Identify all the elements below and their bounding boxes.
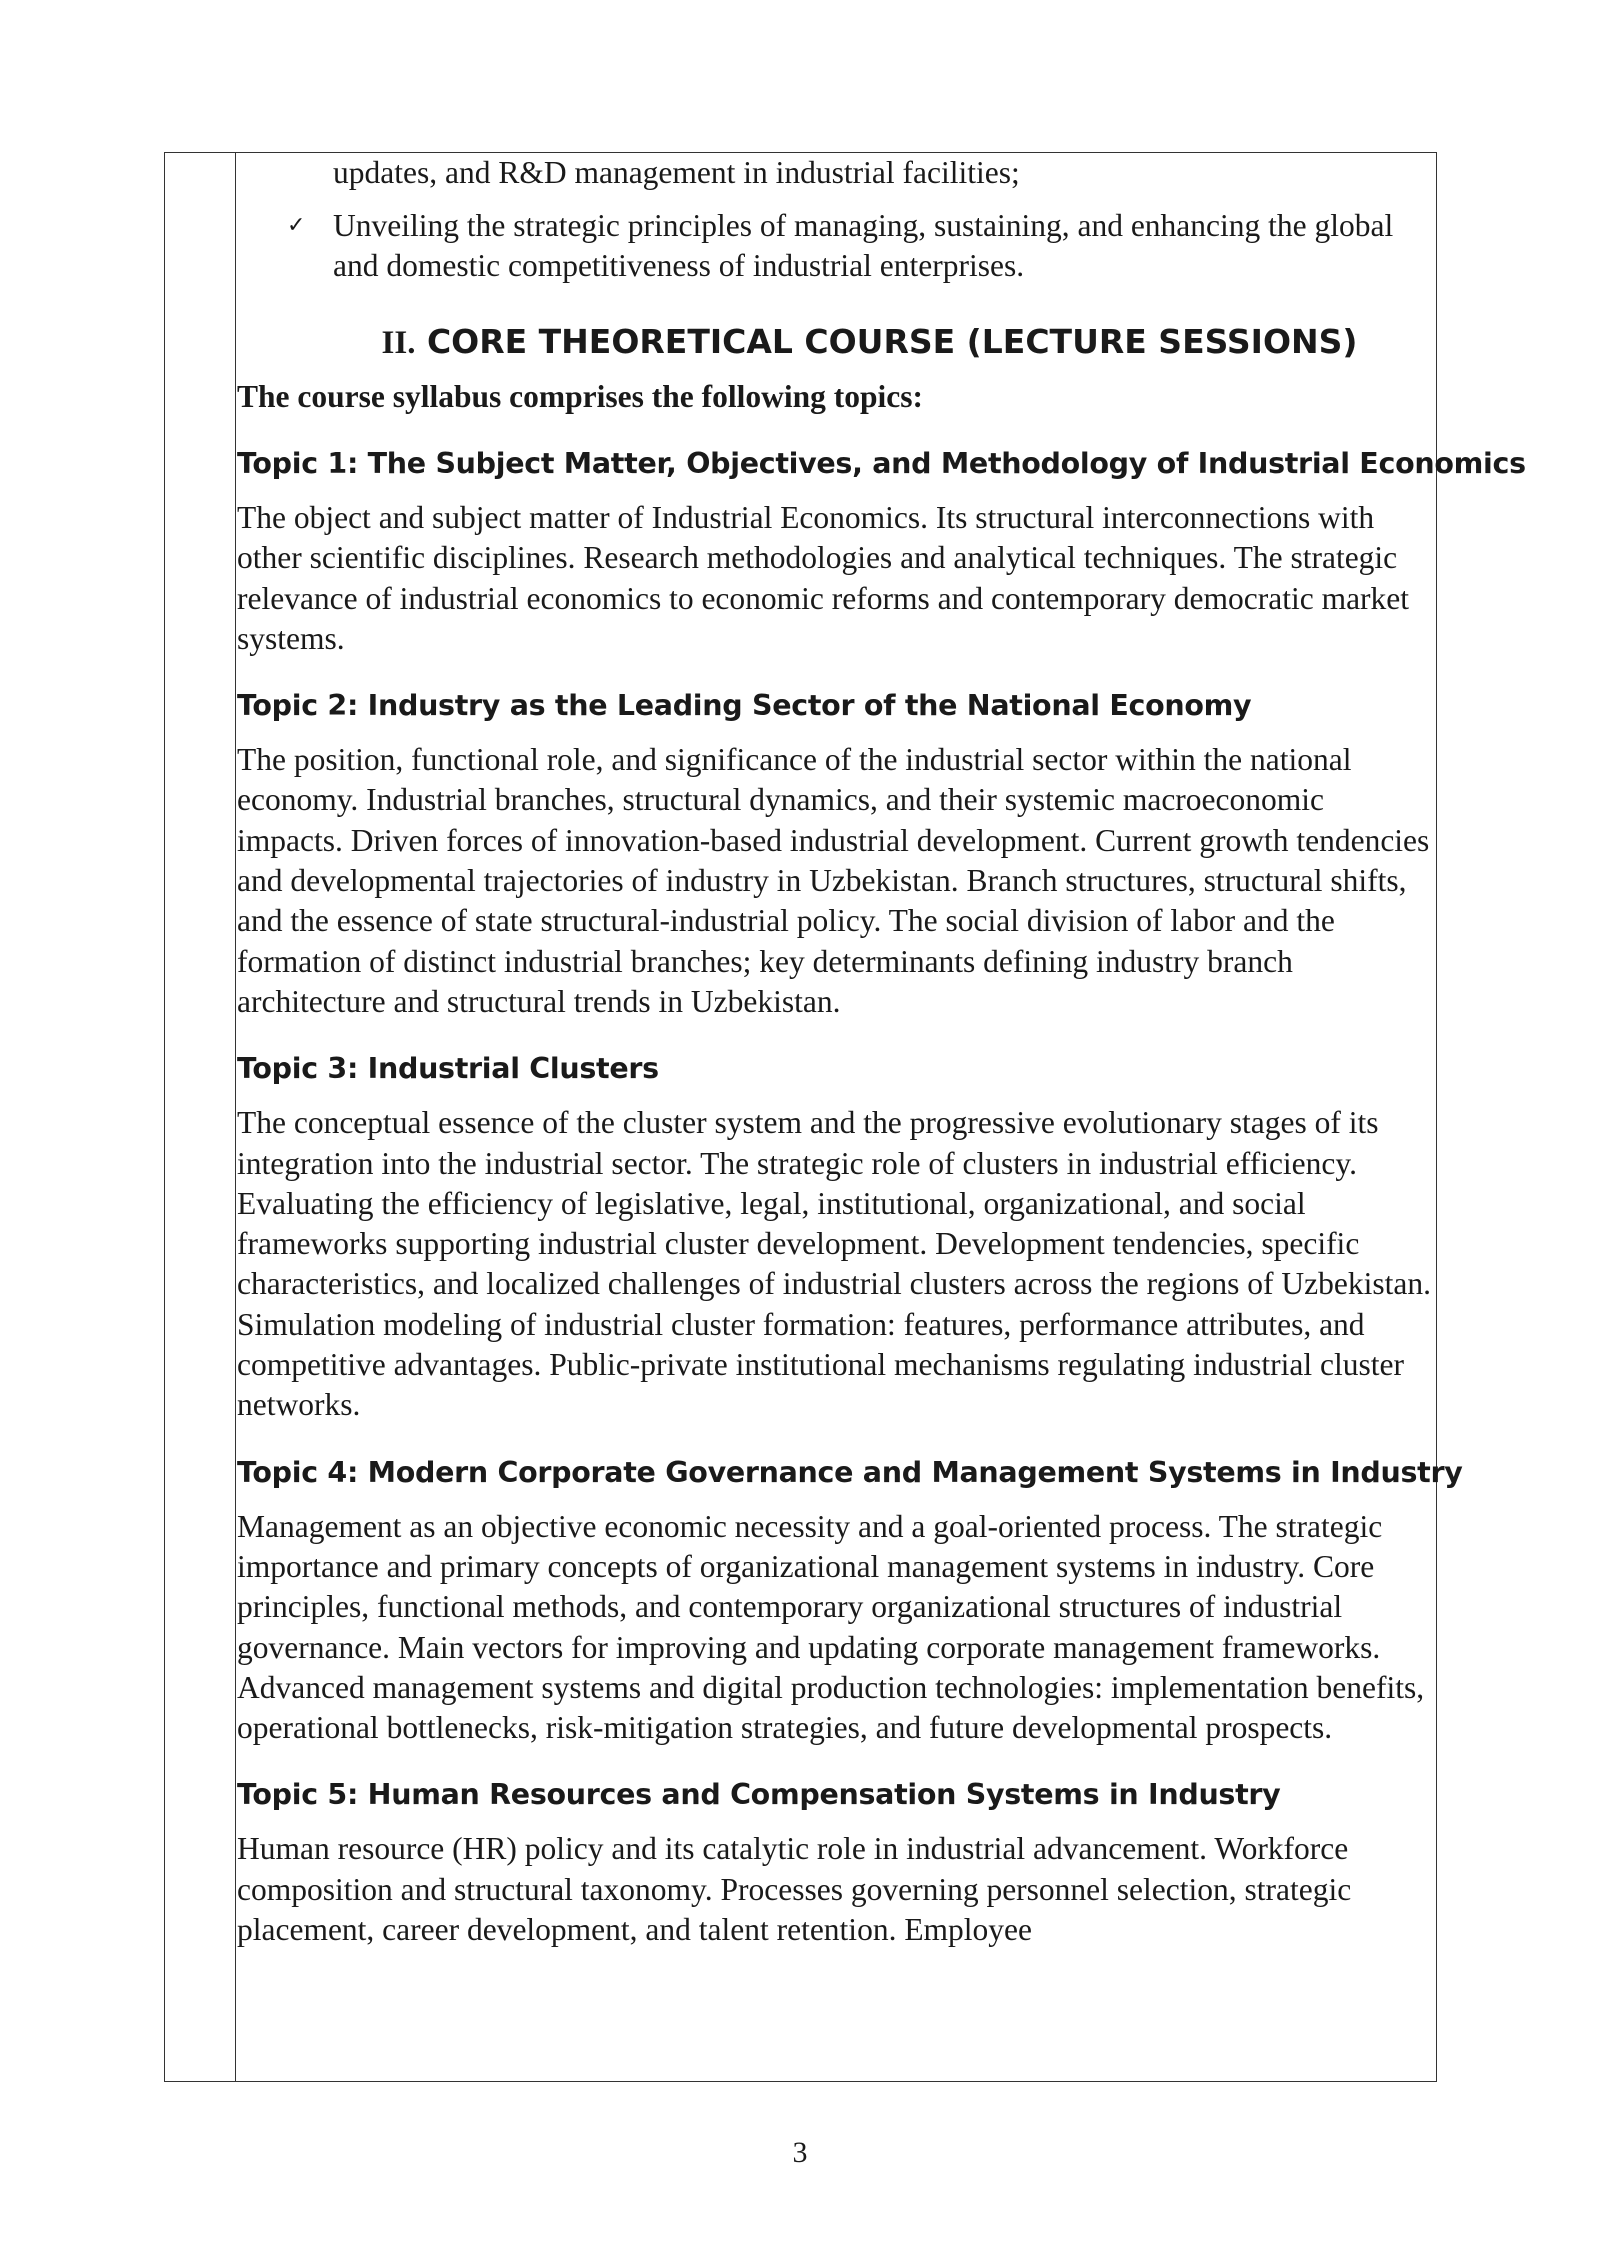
topic-heading: Topic 4: Modern Corporate Governance and Management Systems in Industry [237, 1455, 1463, 1489]
content-cell [237, 153, 1526, 1950]
page-number: 3 [792, 2136, 808, 2169]
topic-description: The object and subject matter of Industrial Economics. Its structural interconnections with other scientific disciplines. Research methodologies and analytical techniques. The strategic relevance of industrial economics to economic reforms and contemporary democratic market systems. [237, 500, 1410, 656]
topic-heading: Topic 5: Human Resources and Compensation Systems in Industry [237, 1778, 1281, 1812]
section-title-text: CORE THEORETICAL COURSE (LECTURE SESSIONS) [426, 322, 1358, 361]
list-item [237, 206, 1432, 286]
topic-description: The position, functional role, and significance of the industrial sector within the national economy. Industrial branches, structural dynamics, and their systemic macroeconomic impacts. Driven forces of innovation-based industrial development. Current growth tendencies and developmental trajectories of industry in Uzbekistan. Branch structures, structural shifts, and the essence of state structural-industrial policy. The social division of labor and the formation of distinct industrial branches; key determinants defining industry branch architecture and structural trends in Uzbekistan. [237, 742, 1430, 1019]
topic-description: Management as an objective economic necessity and a goal-oriented process. The strategic importance and primary concepts of organizational management systems in industry. Core principles, functional methods, and contemporary organizational structures of industrial governance. Main vectors for improving and updating corporate management frameworks. Advanced management systems and digital production technologies: implementation benefits, operational bottlenecks, risk-mitigation strategies, and future developmental prospects. [237, 1508, 1425, 1746]
objectives-list [237, 153, 1432, 286]
syllabus-intro: The course syllabus comprises the following topics: [237, 379, 924, 414]
section-title [237, 320, 1432, 365]
topic-description: The conceptual essence of the cluster system and the progressive evolutionary stages of its integration into the industrial sector. The strategic role of clusters in industrial efficiency. Evaluating the efficiency of legislative, legal, institutional, organizational, and social frameworks supporting industrial cluster development. Development tendencies, specific characteristics, and localized challenges of industrial clusters across the regions of Uzbekistan. Simulation modeling of industrial cluster formation: features, performance attributes, and competitive advantages. Public-private institutional mechanisms regulating industrial cluster networks. [237, 1105, 1431, 1423]
checkmark-icon: ✓ [287, 213, 306, 238]
list-item-text: updates, and R&D management in industrial facilities; [333, 155, 1020, 190]
topic-heading: Topic 3: Industrial Clusters [237, 1052, 659, 1086]
list-item-text: Unveiling the strategic principles of managing, sustaining, and enhancing the global and domestic competitiveness of industrial enterprises. [333, 208, 1394, 283]
content-table [164, 152, 1526, 2082]
list-item [237, 153, 1432, 193]
topic-heading: Topic 1: The Subject Matter, Objectives, and Methodology of Industrial Economics [237, 447, 1526, 480]
left-column [165, 153, 236, 2081]
section-numeral: II. [381, 325, 416, 361]
topic-description: Human resource (HR) policy and its catalytic role in industrial advancement. Workforce composition and structural taxonomy. Processes governing personnel selection, strategic placement, career development, and talent retention. Employee [237, 1831, 1352, 1948]
topic-heading: Topic 2: Industry as the Leading Sector of the National Economy [237, 689, 1252, 723]
